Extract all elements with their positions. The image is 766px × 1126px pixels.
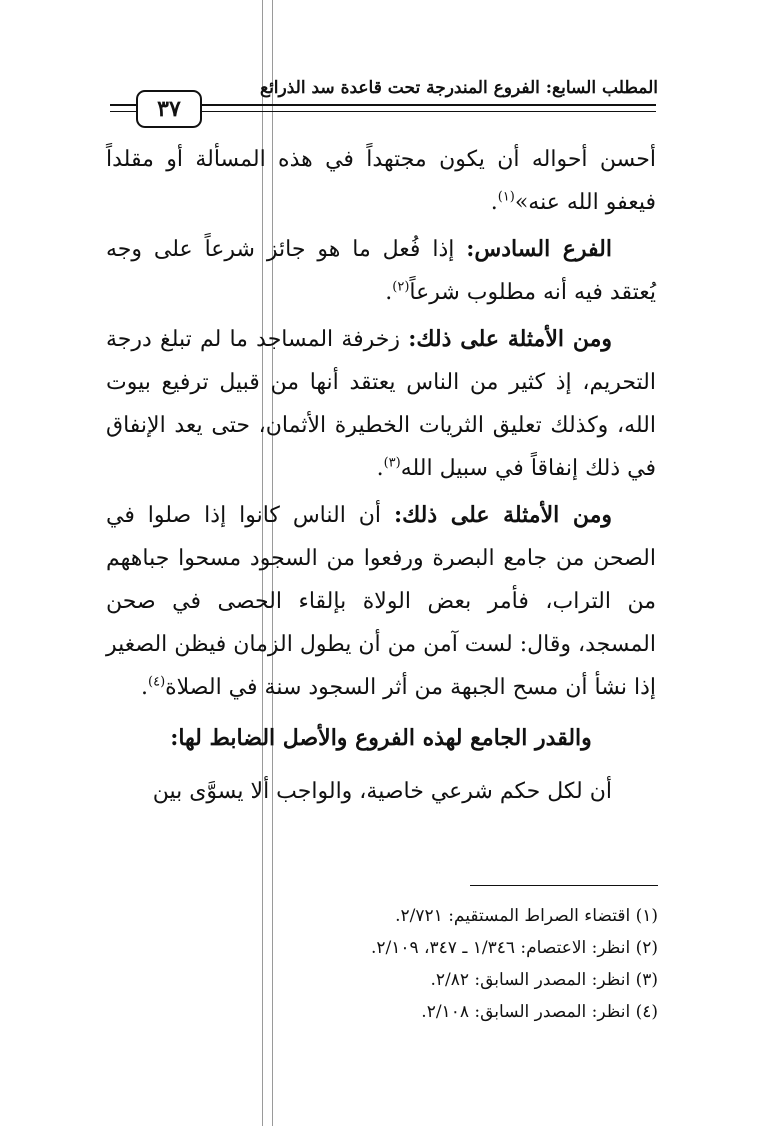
footnote-ref: (١) [497, 189, 515, 205]
footnote-separator [470, 885, 658, 886]
footnote-ref: (٣) [383, 455, 401, 471]
paragraph: الفرع السادس: إذا فُعل ما هو جائز شرعاً على وجه يُعتقد فيه أنه مطلوب شرعاً$^{(٢)}$. [106, 236, 656, 305]
paragraph: ومن الأمثلة على ذلك: زخرفة المساجد ما لم تبلغ درجة التحريم، إذ كثير من الناس يعتقد أنها من قبيل ترفيع بيوت الله، وكذلك تعليق الثريات الخطيرة الأثمان، حتى يعد الإنفاق في ذلك إنفاقاً في سبيل الله$^{(٣)}$. [106, 326, 656, 481]
page-number: ٣٧ [136, 90, 202, 128]
section-heading: والقدر الجامع لهذه الفروع والأصل الضابط لها: [170, 725, 592, 751]
example-heading: ومن الأمثلة على ذلك: [408, 326, 613, 352]
footnote: (٤) انظر: المصدر السابق: ٢/١٠٨. [421, 1002, 658, 1022]
footnote: (٢) انظر: الاعتصام: ١/٣٤٦ ـ ٣٤٧، ٢/١٠٩. [370, 938, 658, 958]
footnote-ref: (٢) [392, 279, 410, 295]
example-heading: ومن الأمثلة على ذلك: [393, 502, 613, 528]
paragraph: أحسن أحواله أن يكون مجتهداً في هذه المسألة أو مقلداً فيعفو الله عنه»$^{(١)}$. [106, 147, 656, 215]
main-text [106, 138, 656, 817]
footnotes [198, 900, 658, 1028]
paragraph: أن لكل حكم شرعي خاصية، والواجب ألا يسوَّى بين [152, 779, 612, 804]
footnote: (١) اقتضاء الصراط المستقيم: ٢/٧٢١. [395, 906, 658, 926]
paragraph: ومن الأمثلة على ذلك: أن الناس كانوا إذا صلوا في الصحن من جامع البصرة ورفعوا من السجود مسحوا جباههم من التراب، فأمر بعض الولاة بإلقاء الحصى في صحن المسجد، وقال: لست آمن من أن يطول الزمان فيظن الصغير إذا نشأ أن مسح الجبهة من أثر السجود سنة في الصلاة$^{(٤)}$. [106, 502, 656, 700]
footnote-ref: (٤) [148, 674, 166, 690]
branch-heading: الفرع السادس: [466, 236, 612, 262]
footnote: (٣) انظر: المصدر السابق: ٢/٨٢. [430, 970, 658, 990]
running-header-title: المطلب السابع: الفروع المندرجة تحت قاعدة سد الذرائع [260, 78, 658, 98]
